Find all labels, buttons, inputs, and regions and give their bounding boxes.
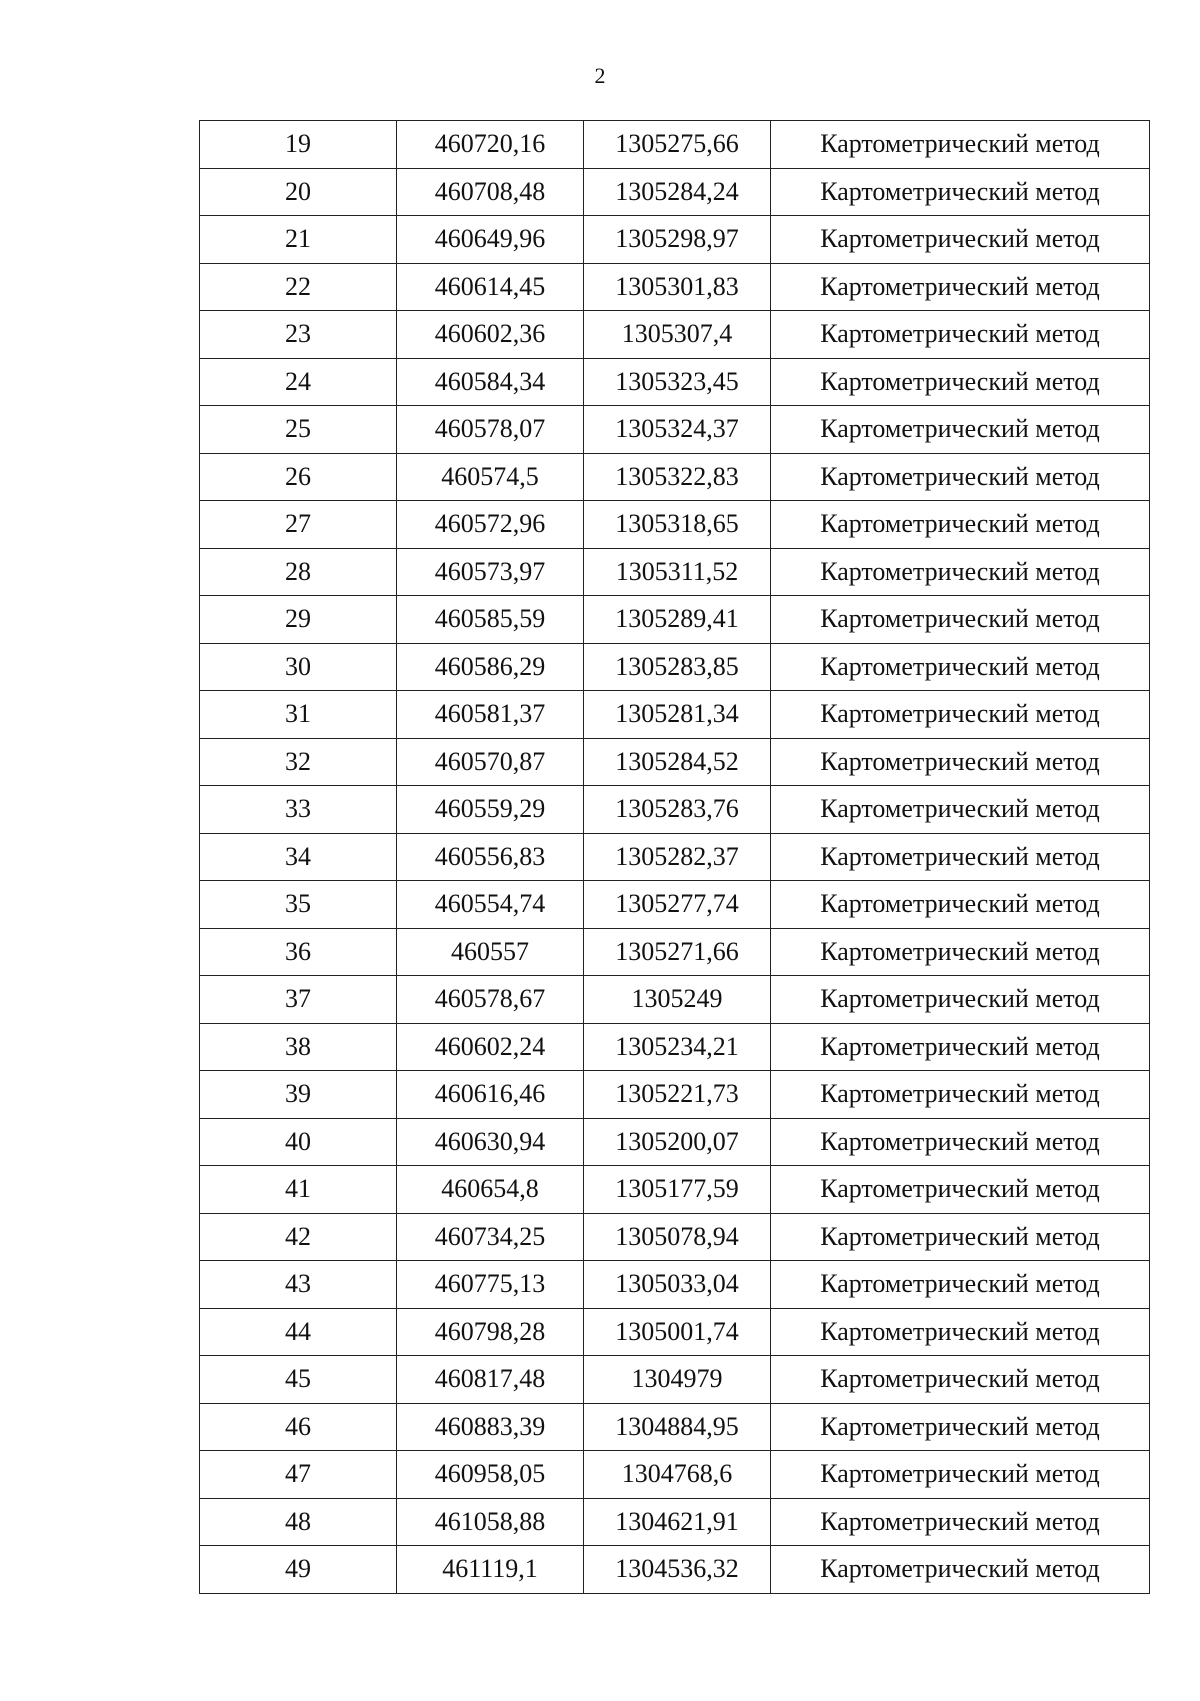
point-number-cell: 35 (200, 881, 397, 929)
table-row (200, 786, 1150, 834)
x-coordinate-cell: 460578,67 (397, 976, 584, 1024)
point-number-cell: 19 (200, 121, 397, 169)
table-row (200, 216, 1150, 264)
table-row (200, 1213, 1150, 1261)
point-number-cell: 43 (200, 1261, 397, 1309)
method-cell: Картометрический метод (771, 453, 1150, 501)
method-cell: Картометрический метод (771, 311, 1150, 359)
x-coordinate-cell: 460798,28 (397, 1308, 584, 1356)
method-cell: Картометрический метод (771, 1498, 1150, 1546)
table-row (200, 1261, 1150, 1309)
table-row (200, 1356, 1150, 1404)
point-number-cell: 26 (200, 453, 397, 501)
table-row (200, 1166, 1150, 1214)
point-number-cell: 20 (200, 168, 397, 216)
method-cell: Картометрический метод (771, 1451, 1150, 1499)
x-coordinate-cell: 460614,45 (397, 263, 584, 311)
table-row (200, 928, 1150, 976)
table-row (200, 548, 1150, 596)
method-cell: Картометрический метод (771, 691, 1150, 739)
x-coordinate-cell: 460578,07 (397, 406, 584, 454)
y-coordinate-cell: 1305289,41 (584, 596, 771, 644)
point-number-cell: 24 (200, 358, 397, 406)
point-number-cell: 34 (200, 833, 397, 881)
y-coordinate-cell: 1305298,97 (584, 216, 771, 264)
method-cell: Картометрический метод (771, 216, 1150, 264)
table-row (200, 1308, 1150, 1356)
table-row (200, 1451, 1150, 1499)
point-number-cell: 21 (200, 216, 397, 264)
y-coordinate-cell: 1305234,21 (584, 1023, 771, 1071)
point-number-cell: 23 (200, 311, 397, 359)
method-cell: Картометрический метод (771, 928, 1150, 976)
method-cell: Картометрический метод (771, 406, 1150, 454)
point-number-cell: 38 (200, 1023, 397, 1071)
table-row (200, 406, 1150, 454)
method-cell: Картометрический метод (771, 1261, 1150, 1309)
y-coordinate-cell: 1305277,74 (584, 881, 771, 929)
y-coordinate-cell: 1305301,83 (584, 263, 771, 311)
point-number-cell: 32 (200, 738, 397, 786)
table-row (200, 833, 1150, 881)
table-row (200, 881, 1150, 929)
y-coordinate-cell: 1305324,37 (584, 406, 771, 454)
y-coordinate-cell: 1305078,94 (584, 1213, 771, 1261)
method-cell: Картометрический метод (771, 1071, 1150, 1119)
point-number-cell: 25 (200, 406, 397, 454)
x-coordinate-cell: 460775,13 (397, 1261, 584, 1309)
y-coordinate-cell: 1304536,32 (584, 1546, 771, 1594)
x-coordinate-cell: 460581,37 (397, 691, 584, 739)
y-coordinate-cell: 1305177,59 (584, 1166, 771, 1214)
method-cell: Картометрический метод (771, 976, 1150, 1024)
x-coordinate-cell: 460958,05 (397, 1451, 584, 1499)
method-cell: Картометрический метод (771, 548, 1150, 596)
x-coordinate-cell: 460654,8 (397, 1166, 584, 1214)
page-number: 2 (594, 63, 606, 88)
point-number-cell: 33 (200, 786, 397, 834)
method-cell: Картометрический метод (771, 1213, 1150, 1261)
method-cell: Картометрический метод (771, 1356, 1150, 1404)
point-number-cell: 31 (200, 691, 397, 739)
table-row (200, 691, 1150, 739)
point-number-cell: 36 (200, 928, 397, 976)
point-number-cell: 28 (200, 548, 397, 596)
point-number-cell: 27 (200, 501, 397, 549)
x-coordinate-cell: 460585,59 (397, 596, 584, 644)
table-row (200, 501, 1150, 549)
x-coordinate-cell: 460572,96 (397, 501, 584, 549)
table-row (200, 1498, 1150, 1546)
table-row (200, 976, 1150, 1024)
method-cell: Картометрический метод (771, 643, 1150, 691)
table-row (200, 263, 1150, 311)
x-coordinate-cell: 460630,94 (397, 1118, 584, 1166)
point-number-cell: 45 (200, 1356, 397, 1404)
table-row (200, 311, 1150, 359)
x-coordinate-cell: 460720,16 (397, 121, 584, 169)
method-cell: Картометрический метод (771, 168, 1150, 216)
y-coordinate-cell: 1305318,65 (584, 501, 771, 549)
point-number-cell: 44 (200, 1308, 397, 1356)
x-coordinate-cell: 460556,83 (397, 833, 584, 881)
table-row (200, 1546, 1150, 1594)
method-cell: Картометрический метод (771, 881, 1150, 929)
point-number-cell: 47 (200, 1451, 397, 1499)
table-row (200, 1118, 1150, 1166)
x-coordinate-cell: 460649,96 (397, 216, 584, 264)
coordinates-table-body (200, 121, 1150, 1594)
y-coordinate-cell: 1305001,74 (584, 1308, 771, 1356)
x-coordinate-cell: 461058,88 (397, 1498, 584, 1546)
y-coordinate-cell: 1305323,45 (584, 358, 771, 406)
x-coordinate-cell: 460586,29 (397, 643, 584, 691)
table-row (200, 1071, 1150, 1119)
x-coordinate-cell: 460817,48 (397, 1356, 584, 1404)
y-coordinate-cell: 1305200,07 (584, 1118, 771, 1166)
table-row (200, 1023, 1150, 1071)
x-coordinate-cell: 460570,87 (397, 738, 584, 786)
y-coordinate-cell: 1305307,4 (584, 311, 771, 359)
x-coordinate-cell: 460616,46 (397, 1071, 584, 1119)
method-cell: Картометрический метод (771, 1166, 1150, 1214)
method-cell: Картометрический метод (771, 786, 1150, 834)
y-coordinate-cell: 1305033,04 (584, 1261, 771, 1309)
table-row (200, 596, 1150, 644)
y-coordinate-cell: 1305283,76 (584, 786, 771, 834)
method-cell: Картометрический метод (771, 501, 1150, 549)
x-coordinate-cell: 460554,74 (397, 881, 584, 929)
point-number-cell: 48 (200, 1498, 397, 1546)
y-coordinate-cell: 1305271,66 (584, 928, 771, 976)
y-coordinate-cell: 1304979 (584, 1356, 771, 1404)
x-coordinate-cell: 460584,34 (397, 358, 584, 406)
table-row (200, 1403, 1150, 1451)
x-coordinate-cell: 460557 (397, 928, 584, 976)
point-number-cell: 41 (200, 1166, 397, 1214)
table-row (200, 643, 1150, 691)
method-cell: Картометрический метод (771, 1308, 1150, 1356)
y-coordinate-cell: 1305282,37 (584, 833, 771, 881)
y-coordinate-cell: 1305221,73 (584, 1071, 771, 1119)
y-coordinate-cell: 1305284,24 (584, 168, 771, 216)
x-coordinate-cell: 460559,29 (397, 786, 584, 834)
method-cell: Картометрический метод (771, 1118, 1150, 1166)
point-number-cell: 49 (200, 1546, 397, 1594)
table-row (200, 121, 1150, 169)
y-coordinate-cell: 1305322,83 (584, 453, 771, 501)
y-coordinate-cell: 1305275,66 (584, 121, 771, 169)
method-cell: Картометрический метод (771, 1403, 1150, 1451)
x-coordinate-cell: 460602,24 (397, 1023, 584, 1071)
table-row (200, 738, 1150, 786)
point-number-cell: 30 (200, 643, 397, 691)
y-coordinate-cell: 1304768,6 (584, 1451, 771, 1499)
y-coordinate-cell: 1304621,91 (584, 1498, 771, 1546)
coordinates-table (199, 120, 1150, 1594)
x-coordinate-cell: 460602,36 (397, 311, 584, 359)
x-coordinate-cell: 460574,5 (397, 453, 584, 501)
method-cell: Картометрический метод (771, 738, 1150, 786)
y-coordinate-cell: 1305284,52 (584, 738, 771, 786)
point-number-cell: 42 (200, 1213, 397, 1261)
method-cell: Картометрический метод (771, 833, 1150, 881)
point-number-cell: 22 (200, 263, 397, 311)
y-coordinate-cell: 1305283,85 (584, 643, 771, 691)
x-coordinate-cell: 460734,25 (397, 1213, 584, 1261)
method-cell: Картометрический метод (771, 263, 1150, 311)
table-row (200, 168, 1150, 216)
y-coordinate-cell: 1305249 (584, 976, 771, 1024)
table-row (200, 358, 1150, 406)
x-coordinate-cell: 460573,97 (397, 548, 584, 596)
y-coordinate-cell: 1305281,34 (584, 691, 771, 739)
method-cell: Картометрический метод (771, 596, 1150, 644)
x-coordinate-cell: 461119,1 (397, 1546, 584, 1594)
table-row (200, 453, 1150, 501)
y-coordinate-cell: 1304884,95 (584, 1403, 771, 1451)
method-cell: Картометрический метод (771, 1546, 1150, 1594)
x-coordinate-cell: 460708,48 (397, 168, 584, 216)
method-cell: Картометрический метод (771, 1023, 1150, 1071)
point-number-cell: 40 (200, 1118, 397, 1166)
method-cell: Картометрический метод (771, 358, 1150, 406)
x-coordinate-cell: 460883,39 (397, 1403, 584, 1451)
y-coordinate-cell: 1305311,52 (584, 548, 771, 596)
point-number-cell: 29 (200, 596, 397, 644)
point-number-cell: 39 (200, 1071, 397, 1119)
point-number-cell: 46 (200, 1403, 397, 1451)
point-number-cell: 37 (200, 976, 397, 1024)
method-cell: Картометрический метод (771, 121, 1150, 169)
